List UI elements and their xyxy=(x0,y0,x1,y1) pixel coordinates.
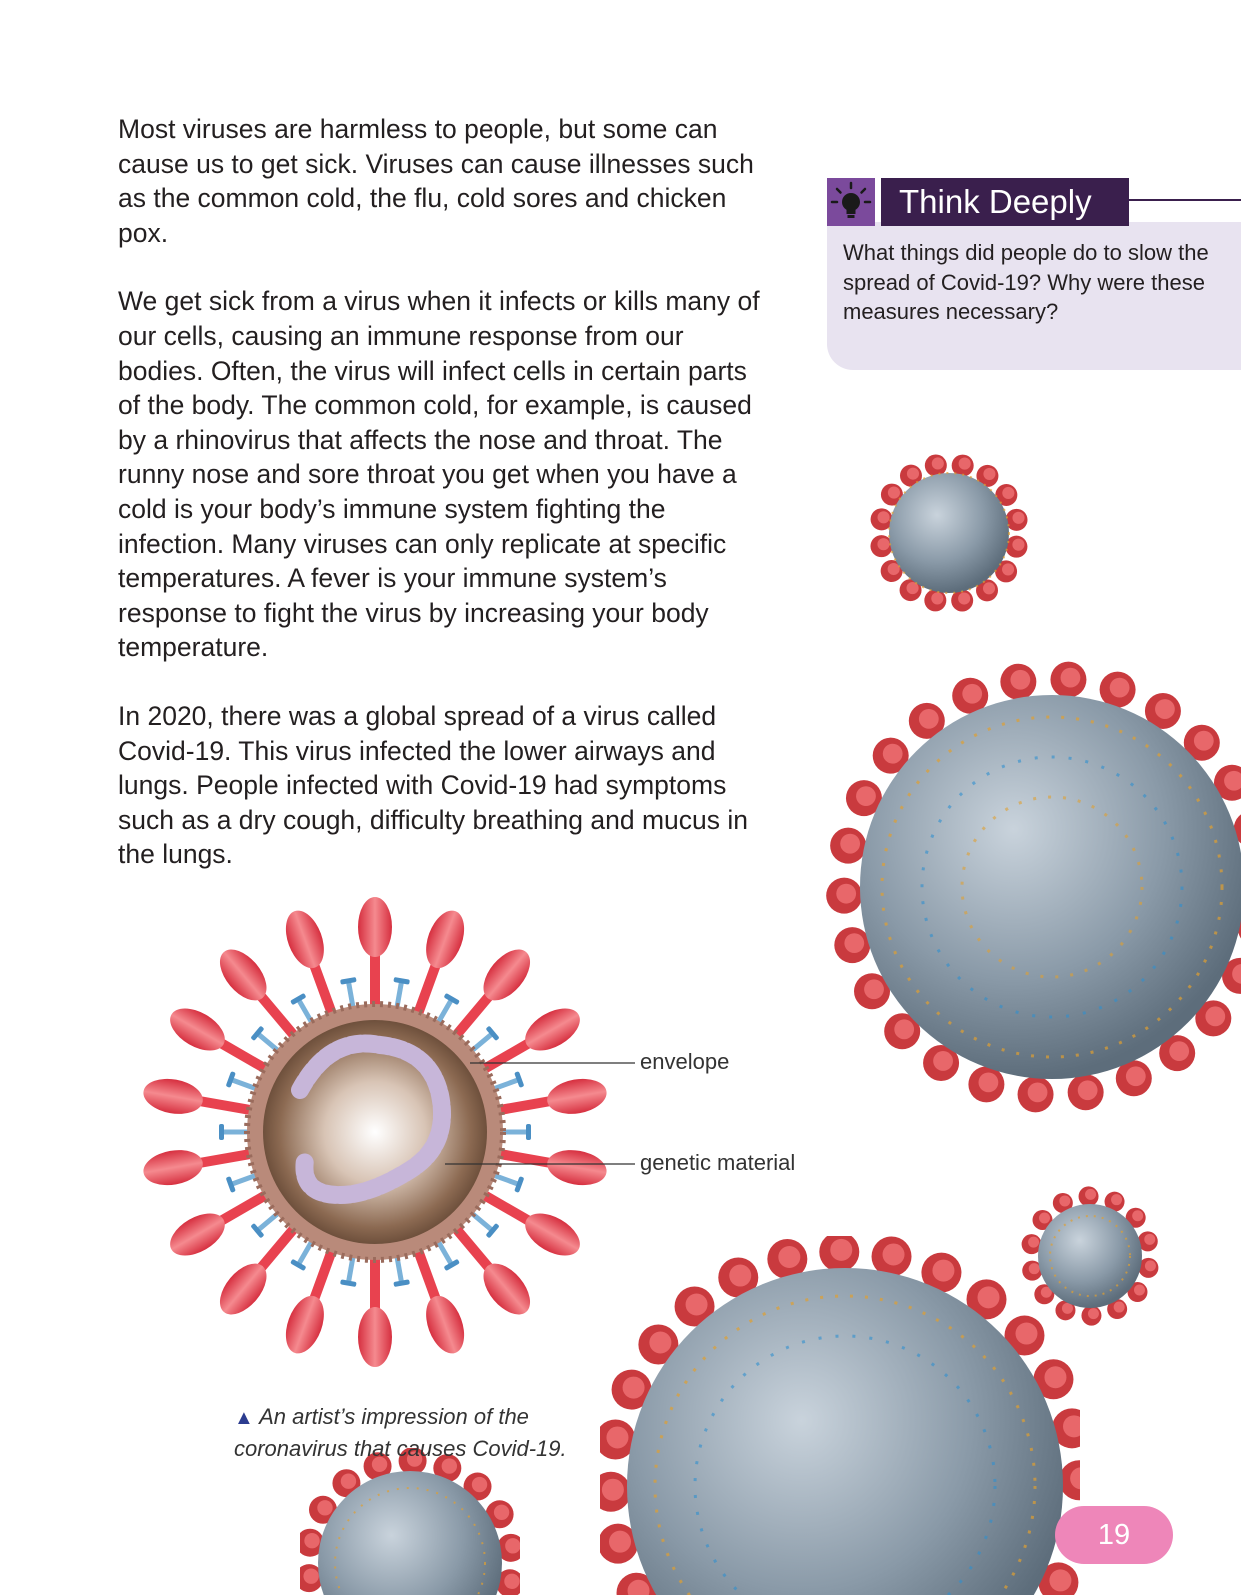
spike-protein xyxy=(358,897,392,1012)
spike-protein xyxy=(279,1239,350,1359)
spike-protein xyxy=(279,905,350,1025)
coronavirus-diagram xyxy=(140,895,640,1385)
virus-core xyxy=(263,1020,487,1244)
paragraph-1: Most viruses are harmless to people, but some can cause us to get sick. Viruses can cause illnesses such as the common cold, the flu, cold sores and chicken pox. xyxy=(118,114,754,248)
body-text xyxy=(118,112,768,906)
virus-image-large-bottom xyxy=(600,1236,1080,1595)
page-number: 19 xyxy=(1055,1506,1173,1564)
think-deeply-rule xyxy=(1129,199,1241,201)
label-genetic-material: genetic material xyxy=(640,1150,796,1175)
figure-caption xyxy=(234,1402,634,1463)
think-deeply-question: What things did people do to slow the spread of Covid-19? Why were these measures necessary? xyxy=(843,240,1209,324)
spike-protein xyxy=(400,1239,471,1359)
think-deeply-title: Think Deeply xyxy=(881,178,1129,226)
spike-protein xyxy=(358,1252,392,1367)
caption-triangle-icon: ▲ xyxy=(234,1407,254,1429)
label-envelope: envelope xyxy=(640,1049,730,1074)
caption-text: An artist’s impression of the coronavirus that causes Covid-19. xyxy=(234,1404,567,1461)
virus-image-large-right xyxy=(812,652,1241,1122)
virus-image-bottom-left xyxy=(300,1448,520,1595)
paragraph-3: In 2020, there was a global spread of a virus called Covid-19. This virus infected the lower airways and lungs. People infected with Covid-19 had symptoms such as a dry cough, difficulty breathing and mucus in the lungs. xyxy=(118,700,748,870)
spike-protein xyxy=(400,905,471,1025)
paragraph-2: We get sick from a virus when it infects or kills many of our cells, causing an immune response from our bodies. Often, the virus will infect cells in certain parts of the body. The common cold, for example, is caused by a rhinovirus that affects the nose and throat. The runny nose and sore throat you get when you have a cold is your body’s immune system fighting the infection. Many viruses can only replicate at specific temperatures. A fever is your immune system’s response to fight the virus by increasing your body temperature. xyxy=(118,286,760,663)
think-deeply-box xyxy=(827,178,1241,370)
lightbulb-icon xyxy=(827,178,875,226)
virus-image-small-top xyxy=(866,450,1032,616)
